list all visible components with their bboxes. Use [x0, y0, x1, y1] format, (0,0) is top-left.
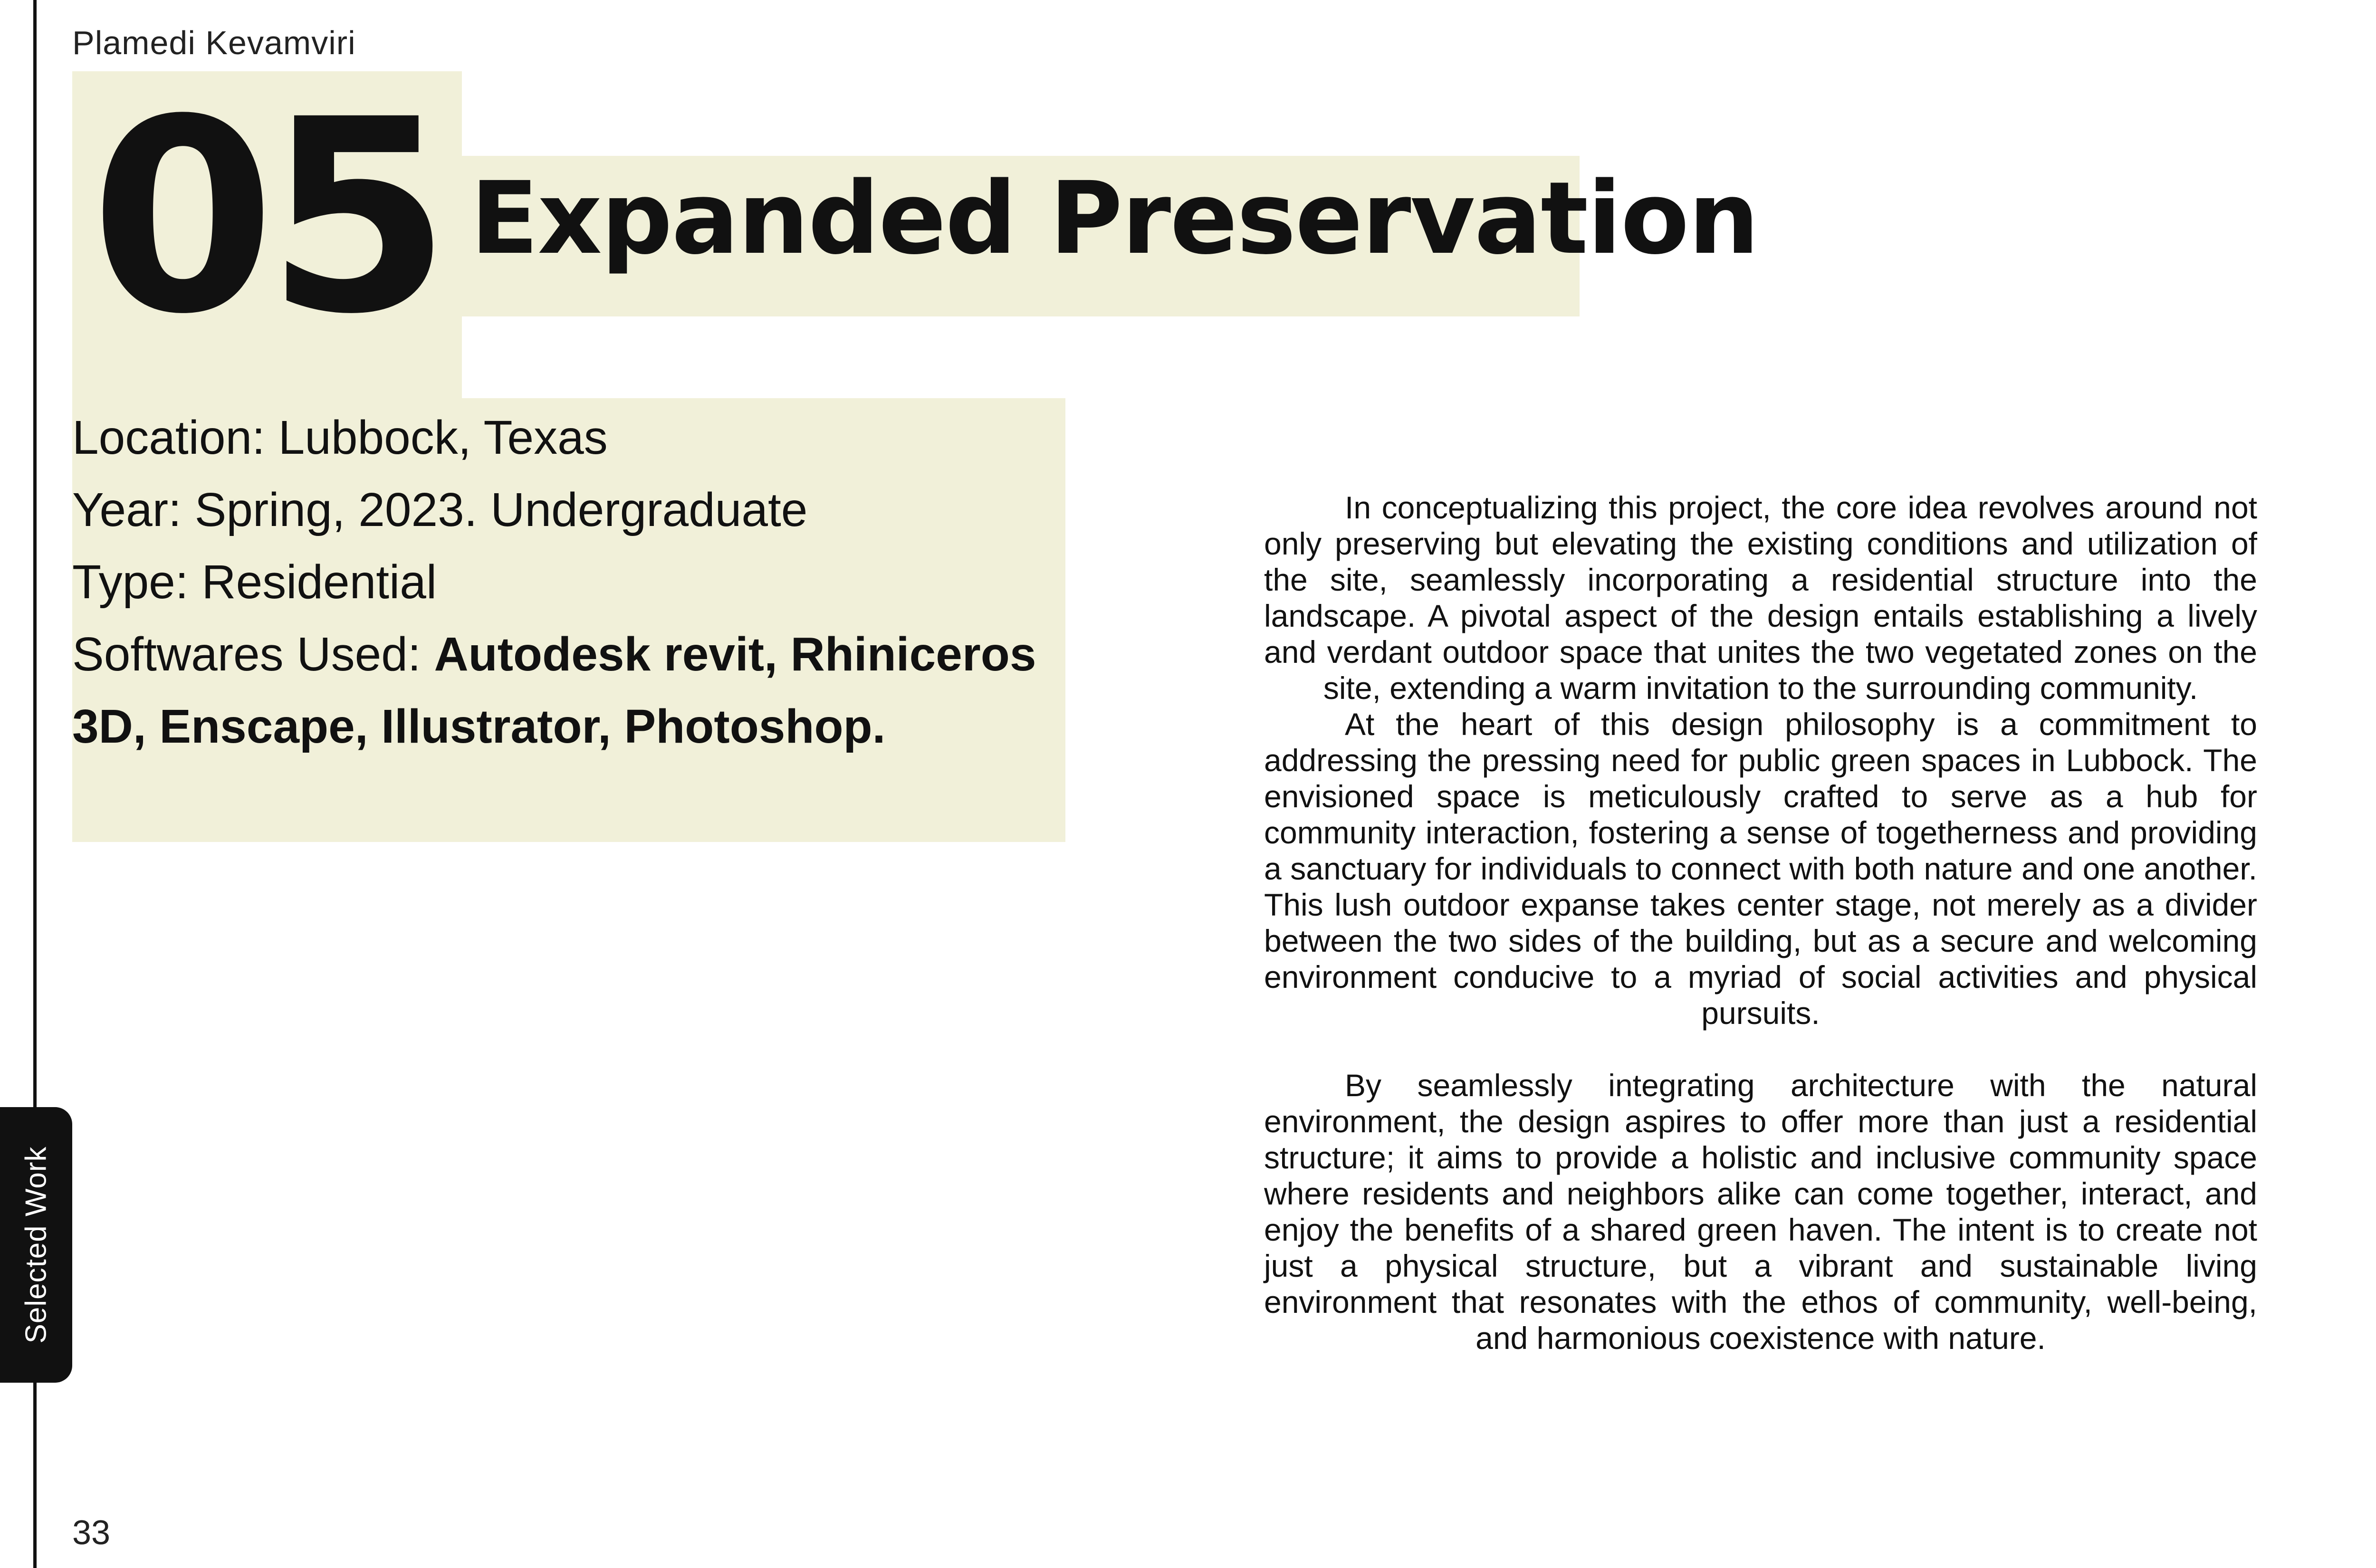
project-title: Expanded Preservation	[470, 160, 1759, 277]
description-paragraph-2: At the heart of this design philosophy is a commitment to addressing the pressing need for public green spaces in Lubbock. The envisioned space is meticulously crafted to serve as a hub for community interaction, fostering a sense of togetherness and providing a sanctuary for individuals to connect with both nature and one another. This lush outdoor expanse takes center stage, not merely as a divider between the two sides of the building, but as a secure and welcoming environment conducive to a myriad of social activities and physical pursuits.	[1264, 707, 2257, 1031]
project-description	[1264, 489, 2257, 1356]
software-list-part-1: Autodesk revit, Rhiniceros	[434, 628, 1036, 681]
project-software	[72, 618, 1065, 690]
project-year: Year: Spring, 2023. Undergraduate	[72, 483, 808, 536]
software-label: Softwares Used:	[72, 628, 434, 681]
description-paragraph-1: In conceptualizing this project, the core idea revolves around not only preserving but elevating the existing conditions and utilization of the site, seamlessly incorporating a residential structure into the landscape. A pivotal aspect of the design entails establishing a lively and verdant outdoor space that unites the two vegetated zones on the site, extending a warm invitation to the surrounding community.	[1264, 490, 2257, 706]
project-software-continued	[72, 690, 1065, 763]
project-info	[72, 402, 1065, 763]
software-list-part-2: 3D, Enscape, Illustrator, Photoshop.	[72, 700, 886, 753]
page-number: 33	[72, 1514, 111, 1552]
section-tab-label: Selected Work	[19, 1146, 53, 1344]
project-location: Location: Lubbock, Texas	[72, 411, 608, 464]
author-name: Plamedi Kevamviri	[72, 24, 356, 61]
project-number: 05	[90, 63, 442, 373]
description-paragraph-3: By seamlessly integrating architecture with the natural environment, the design aspires to offer more than just a residential structure; it aims to provide a holistic and inclusive community space where residents and neighbors alike can come together, interact, and enjoy the benefits of a shared green haven. The intent is to create not just a physical structure, but a vibrant and sustainable living environment that resonates with the ethos of community, well-being, and harmonious coexistence with nature.	[1264, 1068, 2257, 1356]
project-type: Type: Residential	[72, 555, 437, 609]
